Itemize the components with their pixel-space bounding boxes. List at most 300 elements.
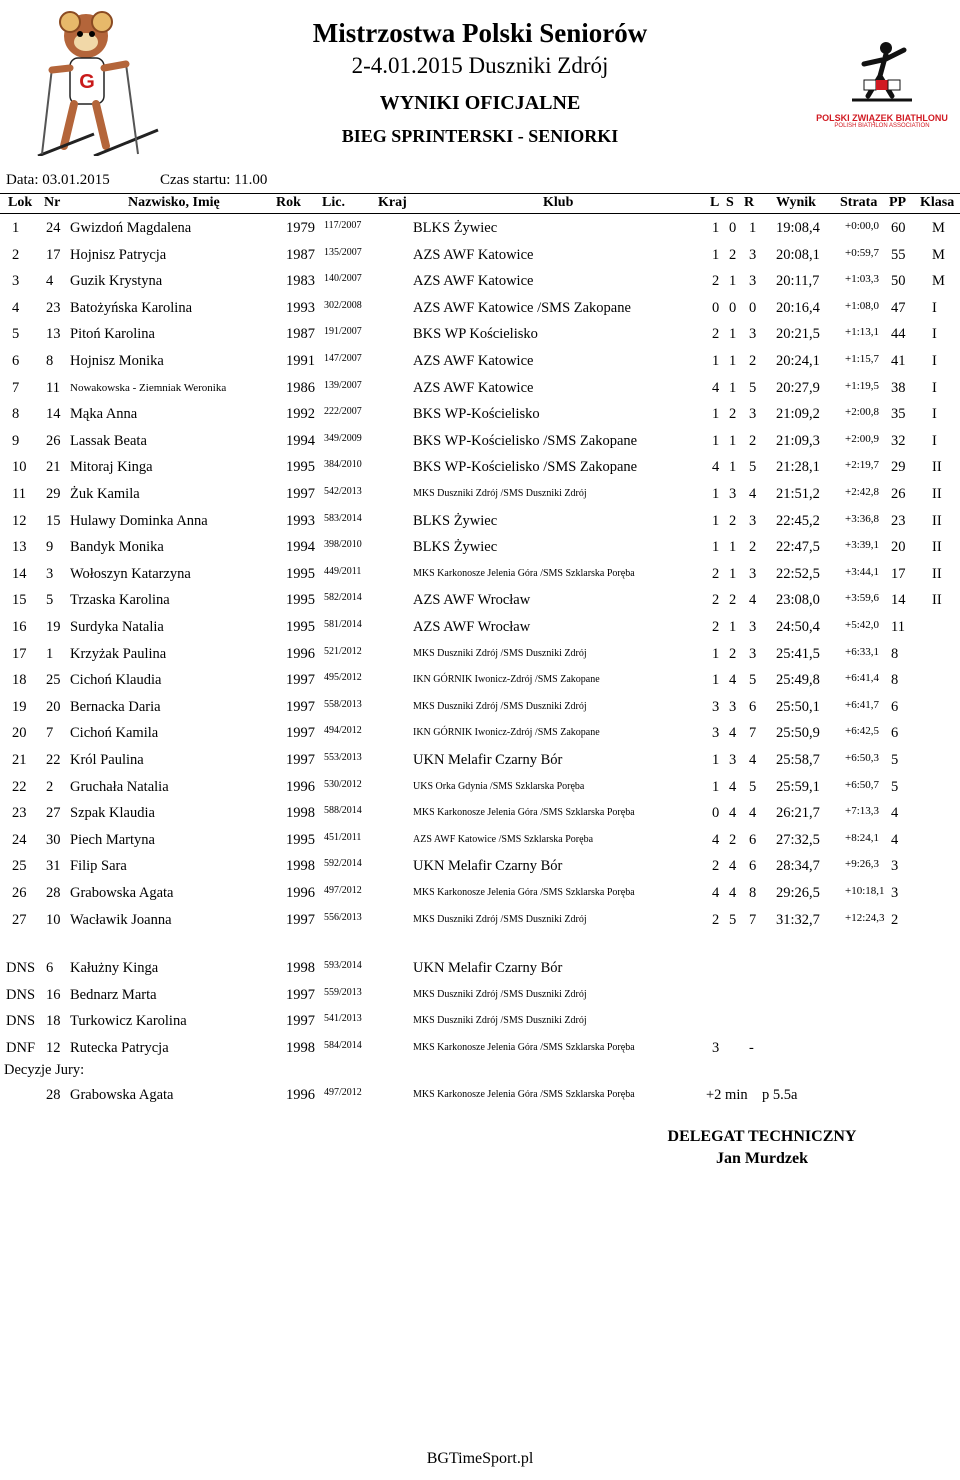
header-top-rule [0,193,960,194]
cell-strata: +1:08,0 [845,299,880,312]
table-row [0,725,960,751]
cell-s: 3 [729,752,737,768]
cell-l: 1 [712,220,720,236]
cell-rok: 1998 [286,960,315,976]
cell-s: 2 [729,831,737,848]
cell-name: Rutecka Patrycja [70,1039,169,1056]
cell-wynik: 25:58,7 [776,752,820,768]
cell-lic: 147/2007 [324,353,362,364]
dns-row [0,960,960,986]
cell-pp: 17 [891,565,906,582]
cell-lic: 302/2008 [324,299,362,311]
cell-nr: 5 [46,592,54,609]
cell-nr: 7 [46,725,54,742]
cell-klub: MKS Duszniki Zdrój /SMS Duszniki Zdrój [413,488,587,499]
cell-s: 3 [729,698,737,715]
cell-pp: 26 [891,486,906,502]
cell-klasa: II [932,539,942,556]
cell-r: 3 [749,273,757,290]
table-row [0,858,960,884]
cell-name: Wołoszyn Katarzyna [70,565,191,582]
cell-rok: 1997 [286,986,315,1003]
cell-pp: 8 [891,672,899,689]
cell-klub: BKS WP-Kościelisko [413,406,540,423]
cell-wynik: 25:59,1 [776,778,820,795]
competition-name: BIEG SPRINTERSKI - SENIORKI [341,126,619,146]
cell-lic: 581/2014 [324,619,362,630]
cell-l: 3 [712,1039,720,1056]
cell-name: Kałużny Kinga [70,960,159,976]
cell-penalty: +2 min [706,1087,748,1103]
cell-s: 1 [729,539,737,556]
cell-lok: 17 [12,645,27,662]
cell-l: 1 [712,645,720,662]
cell-s: 1 [729,619,737,635]
col-kraj: Kraj [378,195,407,210]
cell-pp: 60 [891,220,906,236]
cell-lic: 556/2013 [324,911,362,923]
cell-name: Mąka Anna [70,406,138,423]
table-row [0,752,960,778]
cell-lic: 222/2007 [324,406,362,418]
cell-s: 2 [729,406,737,423]
cell-lok: 6 [12,353,20,369]
cell-pp: 14 [891,592,906,609]
cell-strata: +3:36,8 [845,512,880,525]
mascot-logo-icon [34,6,164,156]
cell-klasa: II [932,459,942,476]
cell-wynik: 25:41,5 [776,645,820,662]
cell-lok: 11 [12,486,26,502]
cell-pp: 6 [891,698,899,715]
cell-r: 8 [749,885,757,901]
table-row [0,805,960,831]
col-s: S [726,195,734,210]
cell-strata: +0:59,7 [845,246,880,259]
cell-lok: 12 [12,512,27,529]
cell-r: 6 [749,858,757,875]
decision-row [0,1087,960,1113]
federation-name: POLSKI ZWIĄZEK BIATHLONU [816,113,948,123]
cell-klasa: II [932,592,942,609]
cell-klasa: M [932,246,945,263]
col-wynik: Wynik [776,195,816,210]
cell-l: 1 [712,778,720,795]
cell-rok: 1997 [286,486,315,502]
cell-r: 3 [749,565,757,582]
cell-pp: 38 [891,379,906,396]
cell-s: 2 [729,246,737,263]
cell-klasa: I [932,299,937,316]
biathlete-silhouette-icon [812,38,952,108]
cell-name: Bernacka Daria [70,698,161,715]
dns-row [0,987,960,1013]
cell-klub: UKN Melafir Czarny Bór [413,752,563,768]
cell-r: 7 [749,725,757,742]
cell-nr: 24 [46,220,61,236]
cell-s: 3 [729,486,737,502]
cell-name: Hulawy Dominka Anna [70,512,208,529]
cell-nr: 3 [46,565,54,582]
cell-strata: +6:41,4 [845,672,880,685]
cell-lok: 7 [12,379,20,396]
cell-wynik: 25:50,9 [776,725,820,742]
cell-name: Pitoń Karolina [70,326,155,343]
table-row [0,459,960,485]
cell-wynik: 20:11,7 [776,273,820,290]
cell-lic: 553/2013 [324,752,362,763]
cell-klub: AZS AWF Wrocław [413,619,531,635]
cell-klub: BKS WP-Kościelisko /SMS Zakopane [413,459,638,476]
cell-nr: 22 [46,752,61,768]
biathlon-federation-logo [812,38,952,136]
table-row [0,406,960,432]
table-row [0,592,960,618]
race-date: Data: 03.01.2015 [6,172,110,188]
cell-s: 1 [729,565,737,582]
cell-l: 4 [712,459,720,476]
cell-wynik: 28:34,7 [776,858,820,875]
col-name: Nazwisko, Imię [128,195,220,210]
cell-l: 2 [712,911,720,928]
cell-klub: MKS Karkonosze Jelenia Góra /SMS Szklarska Poręba [413,887,635,898]
cell-s: 4 [729,725,737,742]
dns-row [0,1040,960,1066]
cell-rok: 1994 [286,539,315,556]
cell-lic: 117/2007 [324,220,362,231]
cell-r: 2 [749,539,757,556]
cell-nr: 13 [46,326,61,343]
cell-rok: 1998 [286,1039,315,1056]
cell-strata: +1:13,1 [845,326,880,339]
cell-lic: 497/2012 [324,1087,362,1098]
cell-strata: +3:44,1 [845,565,880,578]
cell-lok: 1 [12,220,20,236]
cell-pp: 20 [891,539,906,556]
cell-klub: MKS Duszniki Zdrój /SMS Duszniki Zdrój [413,700,587,712]
event-title: Mistrzostwa Polski Seniorów [312,18,648,48]
cell-name: Grabowska Agata [70,885,174,901]
cell-wynik: 23:08,0 [776,592,820,609]
cell-rok: 1994 [286,432,315,449]
cell-r: 0 [749,299,757,316]
cell-lic: 592/2014 [324,858,362,870]
cell-lic: 588/2014 [324,805,362,817]
cell-nr: 2 [46,778,54,795]
cell-lok: 18 [12,672,27,689]
table-row [0,672,960,698]
cell-rok: 1996 [286,1087,315,1103]
cell-lic: 593/2014 [324,960,362,971]
cell-s: 4 [729,885,737,901]
cell-klub: BKS WP Kościelisko [413,326,538,343]
cell-s: 4 [729,858,737,875]
cell-wynik: 20:27,9 [776,379,820,396]
cell-rok: 1995 [286,592,315,609]
cell-klasa: I [932,432,937,449]
cell-klub: AZS AWF Katowice [413,246,534,263]
cell-rok: 1993 [286,299,315,316]
dns-row [0,1013,960,1039]
table-row [0,779,960,805]
cell-lok: 5 [12,326,20,343]
table-row [0,832,960,858]
cell-nr: 26 [46,432,61,449]
cell-strata: +6:50,3 [845,752,880,764]
cell-klub: AZS AWF Katowice [413,353,534,369]
federation-name-english: POLISH BIATHLON ASSOCIATION [834,123,930,129]
cell-lok: 20 [12,725,27,742]
cell-klub: BKS WP-Kościelisko /SMS Zakopane [413,432,638,449]
cell-rok: 1996 [286,645,315,662]
cell-lok: 19 [12,698,27,715]
table-row [0,885,960,911]
cell-klub: AZS AWF Katowice [413,273,534,290]
cell-l: 2 [712,565,720,582]
cell-name: Krzyżak Paulina [70,645,167,662]
cell-klasa: I [932,379,937,396]
cell-rok: 1979 [286,220,315,236]
cell-l: 1 [712,406,720,423]
cell-l: 2 [712,592,720,609]
cell-lok: 2 [12,246,20,263]
cell-lok: 23 [12,805,27,822]
cell-nr: 18 [46,1013,61,1030]
cell-wynik: 20:24,1 [776,353,820,369]
cell-r: 3 [749,326,757,343]
cell-rok: 1997 [286,752,315,768]
table-row [0,433,960,459]
cell-r: 4 [749,592,757,609]
cell-wynik: 21:09,3 [776,432,820,449]
cell-lic: 583/2014 [324,512,362,524]
cell-strata: +3:59,6 [845,592,880,605]
cell-rok: 1998 [286,805,315,822]
cell-l: 4 [712,885,720,901]
cell-lic: 521/2012 [324,645,362,657]
cell-rok: 1995 [286,565,315,582]
cell-r: 6 [749,698,757,715]
cell-name: Surdyka Natalia [70,619,164,635]
cell-s: 4 [729,778,737,795]
cell-pp: 35 [891,406,906,423]
table-row [0,353,960,379]
table-row [0,326,960,352]
cell-name: Mitoraj Kinga [70,459,153,476]
cell-lok: 4 [12,299,20,316]
cell-l: 4 [712,379,720,396]
table-row [0,619,960,645]
cell-l: 1 [712,353,720,369]
cell-nr: 28 [46,1087,61,1103]
cell-s: 2 [729,592,737,609]
cell-nr: 15 [46,512,61,529]
cell-strata: +6:41,7 [845,698,880,711]
cell-pp: 29 [891,459,906,476]
cell-rok: 1995 [286,831,315,848]
cell-l: 1 [712,486,720,502]
cell-nr: 25 [46,672,61,689]
cell-status: DNS [6,1013,36,1030]
col-pp: PP [889,195,907,210]
cell-name: Grabowska Agata [70,1087,174,1103]
cell-rule: p 5.5a [762,1087,798,1103]
cell-lok: 10 [12,459,27,476]
col-lok: Lok [8,195,33,210]
cell-klub: MKS Karkonosze Jelenia Góra /SMS Szklarska Poręba [413,1041,635,1053]
cell-klub: UKN Melafir Czarny Bór [413,858,563,875]
cell-klasa: M [932,273,945,290]
cell-klub: IKN GÓRNIK Iwonicz-Zdrój /SMS Zakopane [413,727,600,739]
cell-name: Filip Sara [70,858,127,875]
cell-rok: 1997 [286,698,315,715]
cell-klub: UKS Orka Gdynia /SMS Szklarska Poręba [413,780,585,792]
delegate-title: DELEGAT TECHNICZNY [667,1128,857,1145]
cell-lic: 384/2010 [324,459,362,471]
cell-l: 2 [712,326,720,343]
cell-lic: 135/2007 [324,246,362,258]
cell-rok: 1995 [286,459,315,476]
cell-l: 2 [712,273,720,290]
cell-nr: 9 [46,539,54,556]
cell-klub: AZS AWF Katowice [413,379,534,396]
cell-r: 2 [749,432,757,449]
cell-pp: 47 [891,299,906,316]
cell-wynik: 25:49,8 [776,672,820,689]
table-row [0,513,960,539]
cell-strata: +12:24,3 [845,911,885,924]
cell-klub: MKS Duszniki Zdrój /SMS Duszniki Zdrój [413,1015,587,1027]
cell-wynik: 22:45,2 [776,512,820,529]
cell-name: Bandyk Monika [70,539,164,556]
cell-r: 6 [749,831,757,848]
cell-l: 3 [712,725,720,742]
cell-nr: 4 [46,273,54,290]
cell-klub: MKS Duszniki Zdrój /SMS Duszniki Zdrój [413,647,587,659]
cell-pp: 44 [891,326,906,343]
cell-lic: 495/2012 [324,672,362,684]
cell-nr: 1 [46,645,54,662]
cell-r: 3 [749,246,757,263]
event-dates-location: 2-4.01.2015 Duszniki Zdrój [351,53,609,78]
cell-lic: 398/2010 [324,539,362,551]
cell-status: DNF [6,1039,36,1056]
col-klasa: Klasa [920,195,955,210]
cell-wynik: 22:52,5 [776,565,820,582]
cell-klub: BLKS Żywiec [413,220,498,236]
cell-pp: 5 [891,778,899,795]
cell-name: Piech Martyna [70,831,155,848]
cell-lic: 349/2009 [324,432,362,444]
cell-l: 2 [712,619,720,635]
cell-klub: MKS Karkonosze Jelenia Góra /SMS Szklarska Poręba [413,807,635,819]
col-lic: Lic. [322,195,345,210]
cell-rok: 1997 [286,911,315,928]
cell-nr: 16 [46,986,61,1003]
cell-status: DNS [6,986,36,1003]
cell-l: 0 [712,805,720,822]
cell-lic: 497/2012 [324,885,362,896]
table-row [0,380,960,406]
cell-lok: 21 [12,752,27,768]
cell-rok: 1996 [286,885,315,901]
cell-lic: 542/2013 [324,486,362,497]
cell-wynik: 26:21,7 [776,805,820,822]
cell-lok: 9 [12,432,20,449]
cell-l: 1 [712,432,720,449]
cell-wynik: 24:50,4 [776,619,820,635]
cell-s: 4 [729,672,737,689]
cell-r: 4 [749,805,757,822]
date-line [6,172,268,189]
cell-klub: BLKS Żywiec [413,512,498,529]
cell-strata: +1:19,5 [845,379,880,392]
cell-klub: MKS Duszniki Zdrój /SMS Duszniki Zdrój [413,913,587,925]
cell-nr: 21 [46,459,61,476]
cell-s: 1 [729,353,737,369]
cell-lok: 24 [12,831,27,848]
cell-pp: 41 [891,353,906,369]
table-row [0,273,960,299]
cell-nr: 10 [46,911,61,928]
cell-s: - [749,1039,754,1056]
svg-text:G: G [79,71,95,93]
cell-nr: 17 [46,246,61,263]
cell-s: 2 [729,645,737,662]
cell-klub: IKN GÓRNIK Iwonicz-Zdrój /SMS Zakopane [413,674,600,686]
cell-r: 7 [749,911,757,928]
start-time: Czas startu: 11.00 [160,172,268,188]
cell-rok: 1986 [286,379,315,396]
cell-name: Turkowicz Karolina [70,1013,187,1030]
cell-name: Gruchała Natalia [70,778,169,795]
cell-klub: MKS Duszniki Zdrój /SMS Duszniki Zdrój [413,988,587,1000]
cell-r: 3 [749,406,757,423]
cell-lic: 191/2007 [324,326,362,338]
table-row [0,539,960,565]
cell-pp: 11 [891,619,905,635]
cell-wynik: 21:51,2 [776,486,820,502]
cell-klasa: I [932,406,937,423]
cell-s: 1 [729,326,737,343]
cell-lok: 13 [12,539,27,556]
cell-nr: 11 [46,379,60,396]
cell-rok: 1992 [286,406,315,423]
cell-name: Cichoń Klaudia [70,672,162,689]
cell-s: 4 [729,805,737,822]
cell-strata: +3:39,1 [845,539,880,552]
cell-pp: 32 [891,432,906,449]
cell-r: 5 [749,672,757,689]
cell-strata: +5:42,0 [845,619,880,631]
cell-name: Guzik Krystyna [70,273,163,290]
cell-name: Szpak Klaudia [70,805,155,822]
cell-l: 4 [712,831,720,848]
cell-nr: 12 [46,1039,61,1056]
cell-r: 2 [749,353,757,369]
cell-rok: 1997 [286,725,315,742]
cell-wynik: 31:32,7 [776,911,820,928]
cell-r: 3 [749,512,757,529]
cell-klasa: II [932,512,942,529]
col-rok: Rok [276,195,301,210]
cell-nr: 27 [46,805,61,822]
cell-strata: +9:26,3 [845,858,880,871]
cell-rok: 1998 [286,858,315,875]
cell-s: 1 [729,459,737,476]
cell-pp: 2 [891,911,899,928]
cell-l: 0 [712,299,720,316]
